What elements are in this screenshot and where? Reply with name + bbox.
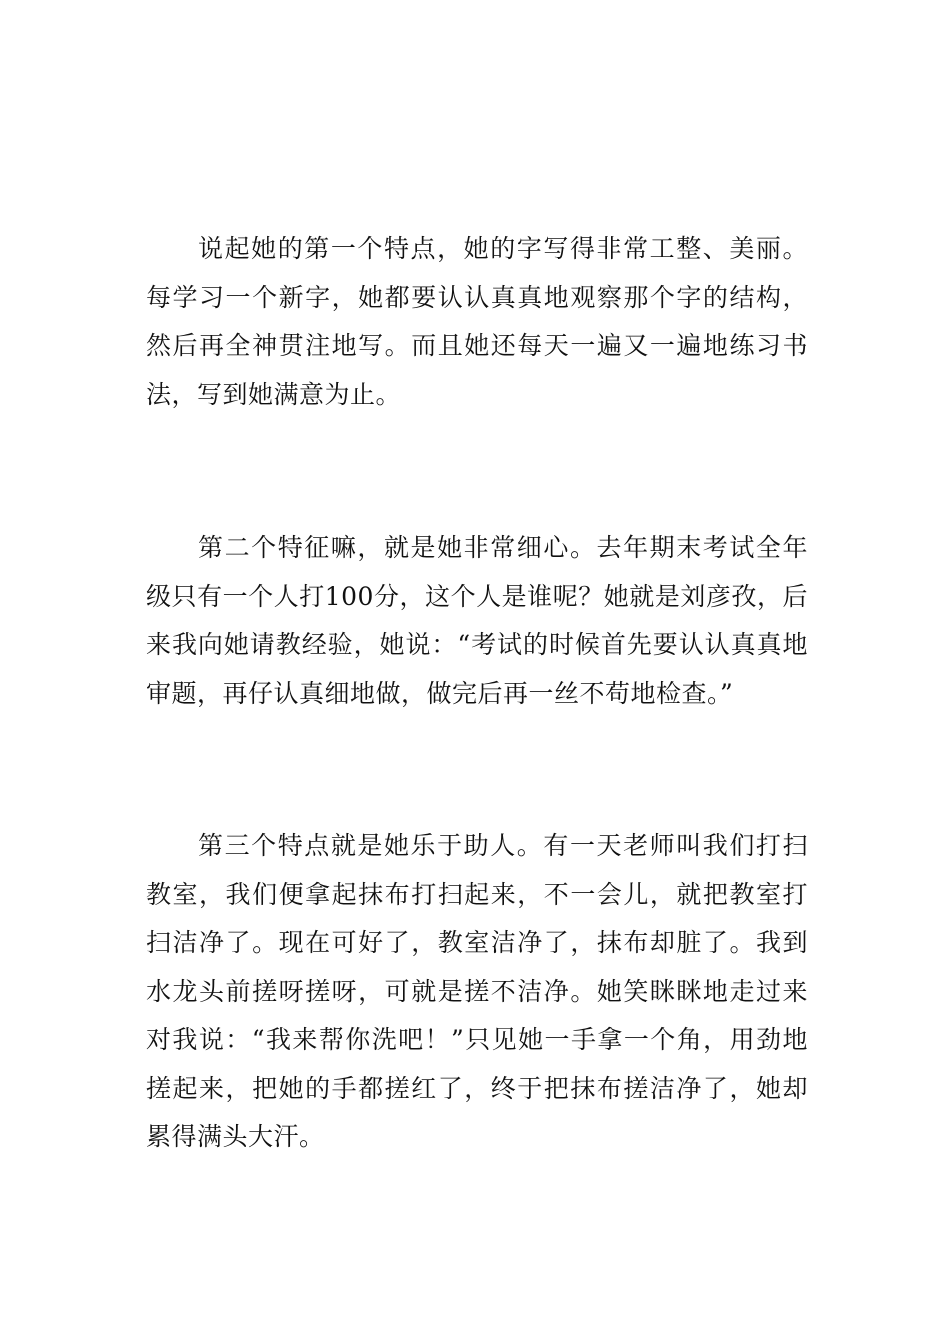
paragraph-first-trait: 说起她的第一个特点，她的字写得非常工整、美丽。每学习一个新字，她都要认认真真地观察那个字的结构，然后再全神贯注地写。而且她还每天一遍又一遍地练习书法，写到她满意为止。	[146, 234, 808, 409]
paragraph-third-trait: 第三个特点就是她乐于助人。有一天老师叫我们打扫教室，我们便拿起抹布打扫起来，不一会儿，就把教室打扫洁净了。现在可好了，教室洁净了，抹布却脏了。我到水龙头前搓呀搓呀，可就是搓不洁净。她笑眯眯地走过来对我说：“我来帮你洗吧！”只见她一手拿一个角，用劲地搓起来，把她的手都搓红了，终于把抹布搓洁净了，她却累得满头大汗。	[146, 831, 808, 1151]
paragraph-second-trait: 第二个特征嘛，就是她非常细心。去年期末考试全年级只有一个人打100分，这个人是谁呢？她就是刘彦孜，后来我向她请教经验，她说：“考试的时候首先要认认真真地审题，再仔认真细地做，做完后再一丝不苟地检查。”	[146, 533, 808, 708]
